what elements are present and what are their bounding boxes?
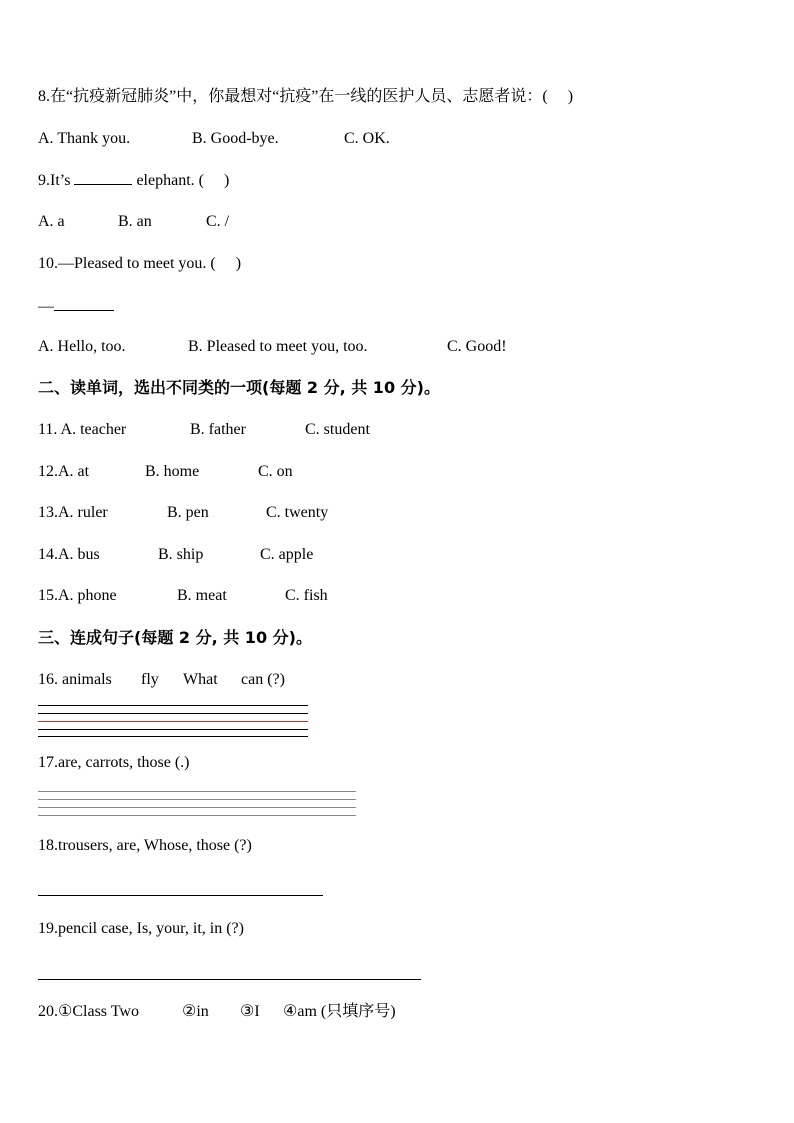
q9-stem-before: 9.It’s <box>38 172 71 189</box>
q8-option-c[interactable]: C. OK. <box>344 130 390 147</box>
question-19: 19.pencil case, Is, your, it, in (?) <box>38 920 244 937</box>
question-8-options <box>38 129 390 149</box>
question-10-stem: 10.—Pleased to meet you. ( ) <box>38 255 242 272</box>
q12-option-b[interactable]: B. home <box>145 463 200 480</box>
q8-option-a[interactable]: A. Thank you. <box>38 130 131 147</box>
question-12 <box>38 462 293 482</box>
q9-answer-blank[interactable] <box>74 170 132 185</box>
q10-option-c[interactable]: C. Good! <box>447 338 507 355</box>
question-10-options <box>38 337 507 357</box>
q9-option-b[interactable]: B. an <box>118 213 152 230</box>
q9-option-a[interactable]: A. a <box>38 213 65 230</box>
q10-reply-dash: — <box>38 298 54 315</box>
question-9-options <box>38 212 229 232</box>
q14-option-b[interactable]: B. ship <box>158 546 204 563</box>
q16-writing-line-5[interactable] <box>38 736 308 737</box>
q9-option-c[interactable]: C. / <box>206 213 230 230</box>
question-9-stem <box>38 170 229 191</box>
q15-option-c[interactable]: C. fish <box>285 587 328 604</box>
q14-option-a[interactable]: 14.A. bus <box>38 546 100 563</box>
q16-writing-line-4[interactable] <box>38 729 308 730</box>
q20-item-1: 20.①Class Two <box>38 1003 139 1020</box>
q16-word-2: fly <box>141 671 159 688</box>
q10-answer-blank[interactable] <box>54 296 114 311</box>
section-3-title: 三、连成句子(每题 2 分, 共 10 分)。 <box>38 628 312 647</box>
question-16 <box>38 670 285 690</box>
q10-option-a[interactable]: A. Hello, too. <box>38 338 126 355</box>
question-20 <box>38 1002 396 1022</box>
q17-writing-line-4[interactable] <box>38 815 356 816</box>
q20-item-3: ③I <box>240 1003 260 1020</box>
q17-writing-line-2[interactable] <box>38 799 356 800</box>
q20-item-4: ④am (只填序号) <box>283 1003 396 1020</box>
q18-answer-line[interactable] <box>38 895 323 896</box>
q16-word-4: can (?) <box>241 671 285 688</box>
q11-option-a[interactable]: 11. A. teacher <box>38 421 127 438</box>
q10-option-b[interactable]: B. Pleased to meet you, too. <box>188 338 368 355</box>
q17-writing-line-1[interactable] <box>38 791 356 792</box>
question-11 <box>38 420 370 440</box>
q17-writing-line-3[interactable] <box>38 807 356 808</box>
q12-option-c[interactable]: C. on <box>258 463 293 480</box>
q11-option-b[interactable]: B. father <box>190 421 246 438</box>
q12-option-a[interactable]: 12.A. at <box>38 463 90 480</box>
q11-option-c[interactable]: C. student <box>305 421 370 438</box>
q15-option-a[interactable]: 15.A. phone <box>38 587 117 604</box>
q15-option-b[interactable]: B. meat <box>177 587 227 604</box>
q9-stem-after: elephant. ( ) <box>136 172 230 189</box>
question-8-stem: 8.在“抗疫新冠肺炎”中，你最想对“抗疫”在一线的医护人员、志愿者说：( ) <box>38 88 574 105</box>
question-15 <box>38 586 328 606</box>
question-14 <box>38 545 313 565</box>
question-17: 17.are, carrots, those (.) <box>38 754 190 771</box>
q16-writing-line-1[interactable] <box>38 705 308 706</box>
q16-word-1: 16. animals <box>38 671 112 688</box>
q14-option-c[interactable]: C. apple <box>260 546 314 563</box>
q20-item-2: ②in <box>182 1003 209 1020</box>
q13-option-c[interactable]: C. twenty <box>266 504 329 521</box>
q16-word-3: What <box>183 671 218 688</box>
question-13 <box>38 503 328 523</box>
question-10-reply <box>38 296 114 317</box>
q13-option-a[interactable]: 13.A. ruler <box>38 504 108 521</box>
q16-writing-line-2[interactable] <box>38 713 308 714</box>
q13-option-b[interactable]: B. pen <box>167 504 209 521</box>
q16-writing-line-3[interactable] <box>38 721 308 722</box>
q19-answer-line[interactable] <box>38 979 421 980</box>
question-18: 18.trousers, are, Whose, those (?) <box>38 837 252 854</box>
q8-option-b[interactable]: B. Good-bye. <box>192 130 279 147</box>
section-2-title: 二、读单词，选出不同类的一项(每题 2 分, 共 10 分)。 <box>38 378 440 397</box>
